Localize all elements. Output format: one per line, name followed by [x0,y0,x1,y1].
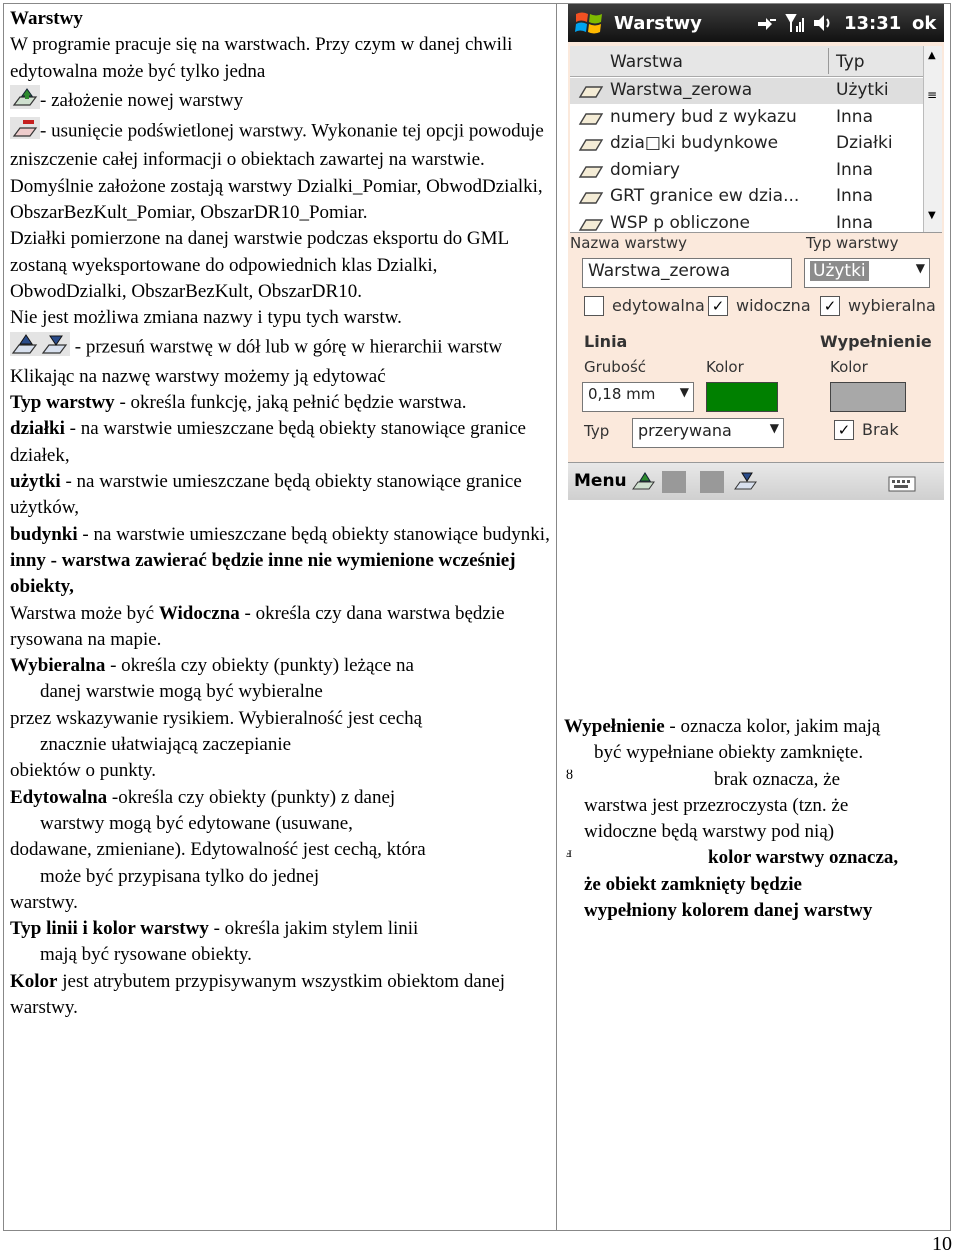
section-heading: Warstwy [10,8,83,29]
move-layer-down-icon[interactable] [732,469,758,497]
edytowalna-line1 [10,785,550,811]
no-rename-text: Nie jest możliwa zmiana nazwy i typu tych warstw. [10,307,402,329]
typ-linii-label: Typ [584,422,610,440]
line-color-swatch[interactable] [706,382,778,412]
layer-icon [578,163,604,184]
move-layer-down-icon [40,332,70,364]
kolor-para [10,969,550,1022]
layer-list-header [570,46,924,77]
kolor-warstwy-desc2: że obiekt zamknięty będzie [584,873,802,895]
widoczna-pre: Warstwa może być [10,602,159,624]
wybieralna-checkbox[interactable]: ✓ [820,296,840,316]
brak-line2: warstwa jest przezroczysta (tzn. że [584,794,849,816]
budynki-desc: - na warstwie umieszczane będą obiekty stanowiące budynki, [77,523,550,545]
fill-color-label: Kolor [830,358,868,376]
bullet-glyph-icon: ȣ [566,767,573,783]
right-column [564,714,950,924]
col-header-typ[interactable]: Typ [836,52,865,72]
col-header-warstwa[interactable]: Warstwa [610,52,683,72]
grubosc-label: Grubość [584,358,647,376]
column-divider [556,3,557,1231]
typlinii-line2: mają być rysowane obiekty. [40,944,252,966]
chevron-down-icon: ▼ [679,385,689,399]
typlinii-desc1: - określa jakim stylem linii [208,918,419,940]
layer-row[interactable] [570,158,924,184]
typlinii-line1 [10,916,550,942]
layer-row-name: GRT granice ew dzia... [610,186,800,206]
ok-button[interactable]: ok [912,13,937,34]
kolor-line2 [564,872,950,898]
inny-term: inny - warstwa zawierać będzie inne nie wymienione wcześniej obiekty, [10,549,516,598]
clock: 13:31 [844,13,902,34]
layer-row-name: dzia□ki budynkowe [610,133,779,153]
layer-list[interactable] [570,46,942,233]
uzytki-para [10,469,550,522]
wypelnienie-line1 [564,714,950,740]
brak-label: Brak [862,420,899,439]
line-type-value: przerywana [638,421,732,440]
layer-row-type: Inna [836,106,873,127]
layer-row[interactable] [570,184,924,210]
add-layer-icon [10,85,40,117]
disabled-button-icon[interactable] [700,471,724,493]
keyboard-icon[interactable] [888,473,916,497]
layer-name-value: Warstwa_zerowa [588,261,731,281]
default-layers-text: Domyślnie założone zostają warstwy Dzialki_Pomiar, ObwodDzialki, ObszarBezKult_Pomiar, ObszarDR10_Pomiar. [10,175,543,224]
scroll-thumb[interactable]: ≡ [927,88,938,102]
layer-icon [578,189,604,210]
move-layer-up-icon [10,332,40,364]
layer-row-name: Warstwa_zerowa [610,80,753,100]
edytowalna-line2: warstwy mogą być edytowane (usuwane, [40,812,353,834]
brak-checkbox[interactable]: ✓ [834,420,854,440]
dzialki-para [10,416,550,469]
layer-row-name: domiary [610,159,680,180]
uzytki-desc: - na warstwie umieszczane będą obiekty stanowiące granice użytków, [10,471,522,519]
layer-icon [578,110,604,131]
connectivity-icon [756,14,778,38]
budynki-term: budynki [10,523,78,545]
layer-row-type: Inna [836,159,873,180]
page-number: 10 [932,1233,952,1255]
widoczna-label: widoczna [736,296,811,315]
dzialki-desc: - na warstwie umieszczane będą obiekty stanowiące granice działek, [10,418,526,466]
edytowalna-line4: może być przypisana tylko do jednej [40,865,320,887]
edytowalna-checkbox[interactable] [584,296,604,316]
disabled-button-icon[interactable] [662,471,686,493]
widoczna-checkbox[interactable]: ✓ [708,296,728,316]
brak-line1 [564,767,950,793]
edytowalna-desc1: -określa czy obiekty (punkty) z danej [107,786,396,808]
layer-icon [578,136,604,157]
wybieralna-line1 [10,653,550,679]
wybieralna-label: wybieralna [848,296,936,315]
edytowalna-line3: dodawane, zmieniane). Edytowalność jest cechą, która [10,839,426,861]
kolor-warstwy-desc3: wypełniony kolorem danej warstwy [584,900,873,922]
windows-start-icon[interactable] [574,10,604,40]
layer-type-value: Użytki [810,261,869,281]
line-type-select[interactable] [632,418,784,448]
menu-bar [568,462,944,500]
wybieralna-desc1: - określa czy obiekty (punkty) leżące na [105,655,414,677]
wybieralna-line3: przez wskazywanie rysikiem. Wybieralność jest cechą [10,707,423,729]
kolor-line1 [564,845,950,871]
intro-text: W programie pracuje się na warstwach. Przy czym w danej chwili edytowalna może być tylko jedna [10,34,513,82]
delete-layer-para [10,117,550,174]
wybieralna-line2: danej warstwie mogą być wybieralne [40,681,323,703]
signal-icon [784,12,806,38]
edytowalna-line5: warstwy. [10,891,78,913]
chevron-down-icon: ▼ [769,421,779,435]
wypelnienie-desc1: - oznacza kolor, jakim mają [664,716,881,737]
linia-group-label: Linia [584,332,628,351]
layer-row[interactable] [570,131,924,157]
nazwa-warstwy-label: Nazwa warstwy [570,234,687,252]
wybieralna-line4: znacznie ułatwiającą zaczepianie [40,734,292,756]
kolor-warstwy-desc1: kolor warstwy oznacza, [708,847,899,869]
wypelnienie-line2: być wypełniane obiekty zamknięte. [594,742,864,764]
move-layer-para [10,332,550,364]
pda-screenshot [568,4,944,500]
scroll-down-icon[interactable]: ▼ [928,210,936,221]
bullet-glyph-icon: ⅎ [566,846,572,862]
kolor-desc: jest atrybutem przypisywanym wszystkim obiektom danej warstwy. [10,970,505,1018]
widoczna-desc: - określa czy dana warstwa będzie rysowana na mapie. [10,602,505,650]
uzytki-term: użytki [10,471,61,493]
typ-desc: - określa funkcję, jaką pełnić będzie warstwa. [114,392,467,414]
left-column [10,6,550,1021]
click-edit-text: Klikając na nazwę warstwy możemy ją edytować [10,365,386,387]
volume-icon [812,13,836,37]
typ-term: Typ warstwy [10,392,115,414]
brak-desc1: brak oznacza, że [714,768,841,790]
layer-row-type: Inna [836,212,873,233]
fill-color-swatch[interactable] [830,382,906,412]
delete-layer-text: - usunięcie podświetlonej warstwy. Wykonanie tej opcji powoduje zniszczenie całej informacji o obiektach zawartej na warstwie. [10,120,544,171]
layer-row-type: Inna [836,186,873,206]
wybieralna-line5: obiektów o punkty. [10,760,157,782]
layer-row-type: Użytki [836,80,889,100]
kolor-line3 [564,898,950,924]
add-layer-text: - założenie nowej warstwy [40,89,244,111]
wybieralna-term: Wybieralna [10,655,106,677]
typlinii-term: Typ linii i kolor warstwy [10,918,209,940]
scroll-up-icon[interactable]: ▲ [928,50,936,61]
layer-row-type: Działki [836,133,893,153]
widoczna-para [10,601,550,654]
layer-row[interactable] [570,105,924,131]
layer-type-select[interactable] [804,258,930,288]
line-color-label: Kolor [706,358,744,376]
layer-name-input[interactable] [582,258,792,288]
window-title: Warstwy [614,13,702,34]
dzialki-term: działki [10,418,65,440]
layer-row[interactable] [570,78,924,104]
move-layer-text: - przesuń warstwę w dół lub w górę w hierarchii warstw [70,336,503,358]
delete-layer-icon [10,117,40,147]
export-info-text: Działki pomierzone na danej warstwie podczas eksportu do GML zostaną wyeksportowane do odpowiednich klas Dzialki, ObwodDzialki, ObszarBezKult, ObszarDR10. [10,228,509,302]
edytowalna-term: Edytowalna [10,786,108,808]
add-layer-line [10,85,550,117]
edytowalna-label: edytowalna [612,296,705,315]
col-separator [828,48,829,74]
budynki-para [10,522,550,548]
inny-para [10,548,550,601]
menu-button[interactable]: Menu [574,471,627,491]
list-scrollbar[interactable] [923,46,942,232]
line-width-select[interactable] [582,382,694,412]
kolor-term: Kolor [10,970,58,992]
typ-warstwy-label: Typ warstwy [806,234,899,252]
add-layer-icon[interactable] [630,469,656,497]
wypelnienie-group-label: Wypełnienie [820,332,932,351]
wypelnienie-term: Wypełnienie [564,716,665,737]
brak-line3: widoczne będą warstwy pod nią) [584,821,835,843]
layer-row-name: WSP p obliczone [610,212,750,233]
layer-row[interactable] [570,211,924,237]
title-bar [568,4,944,42]
layer-row-name: numery bud z wykazu [610,106,797,127]
widoczna-term: Widoczna [158,602,240,624]
layer-icon [578,83,604,104]
chevron-down-icon: ▼ [915,261,925,275]
line-width-value: 0,18 mm [588,385,656,403]
typ-para [10,390,550,416]
